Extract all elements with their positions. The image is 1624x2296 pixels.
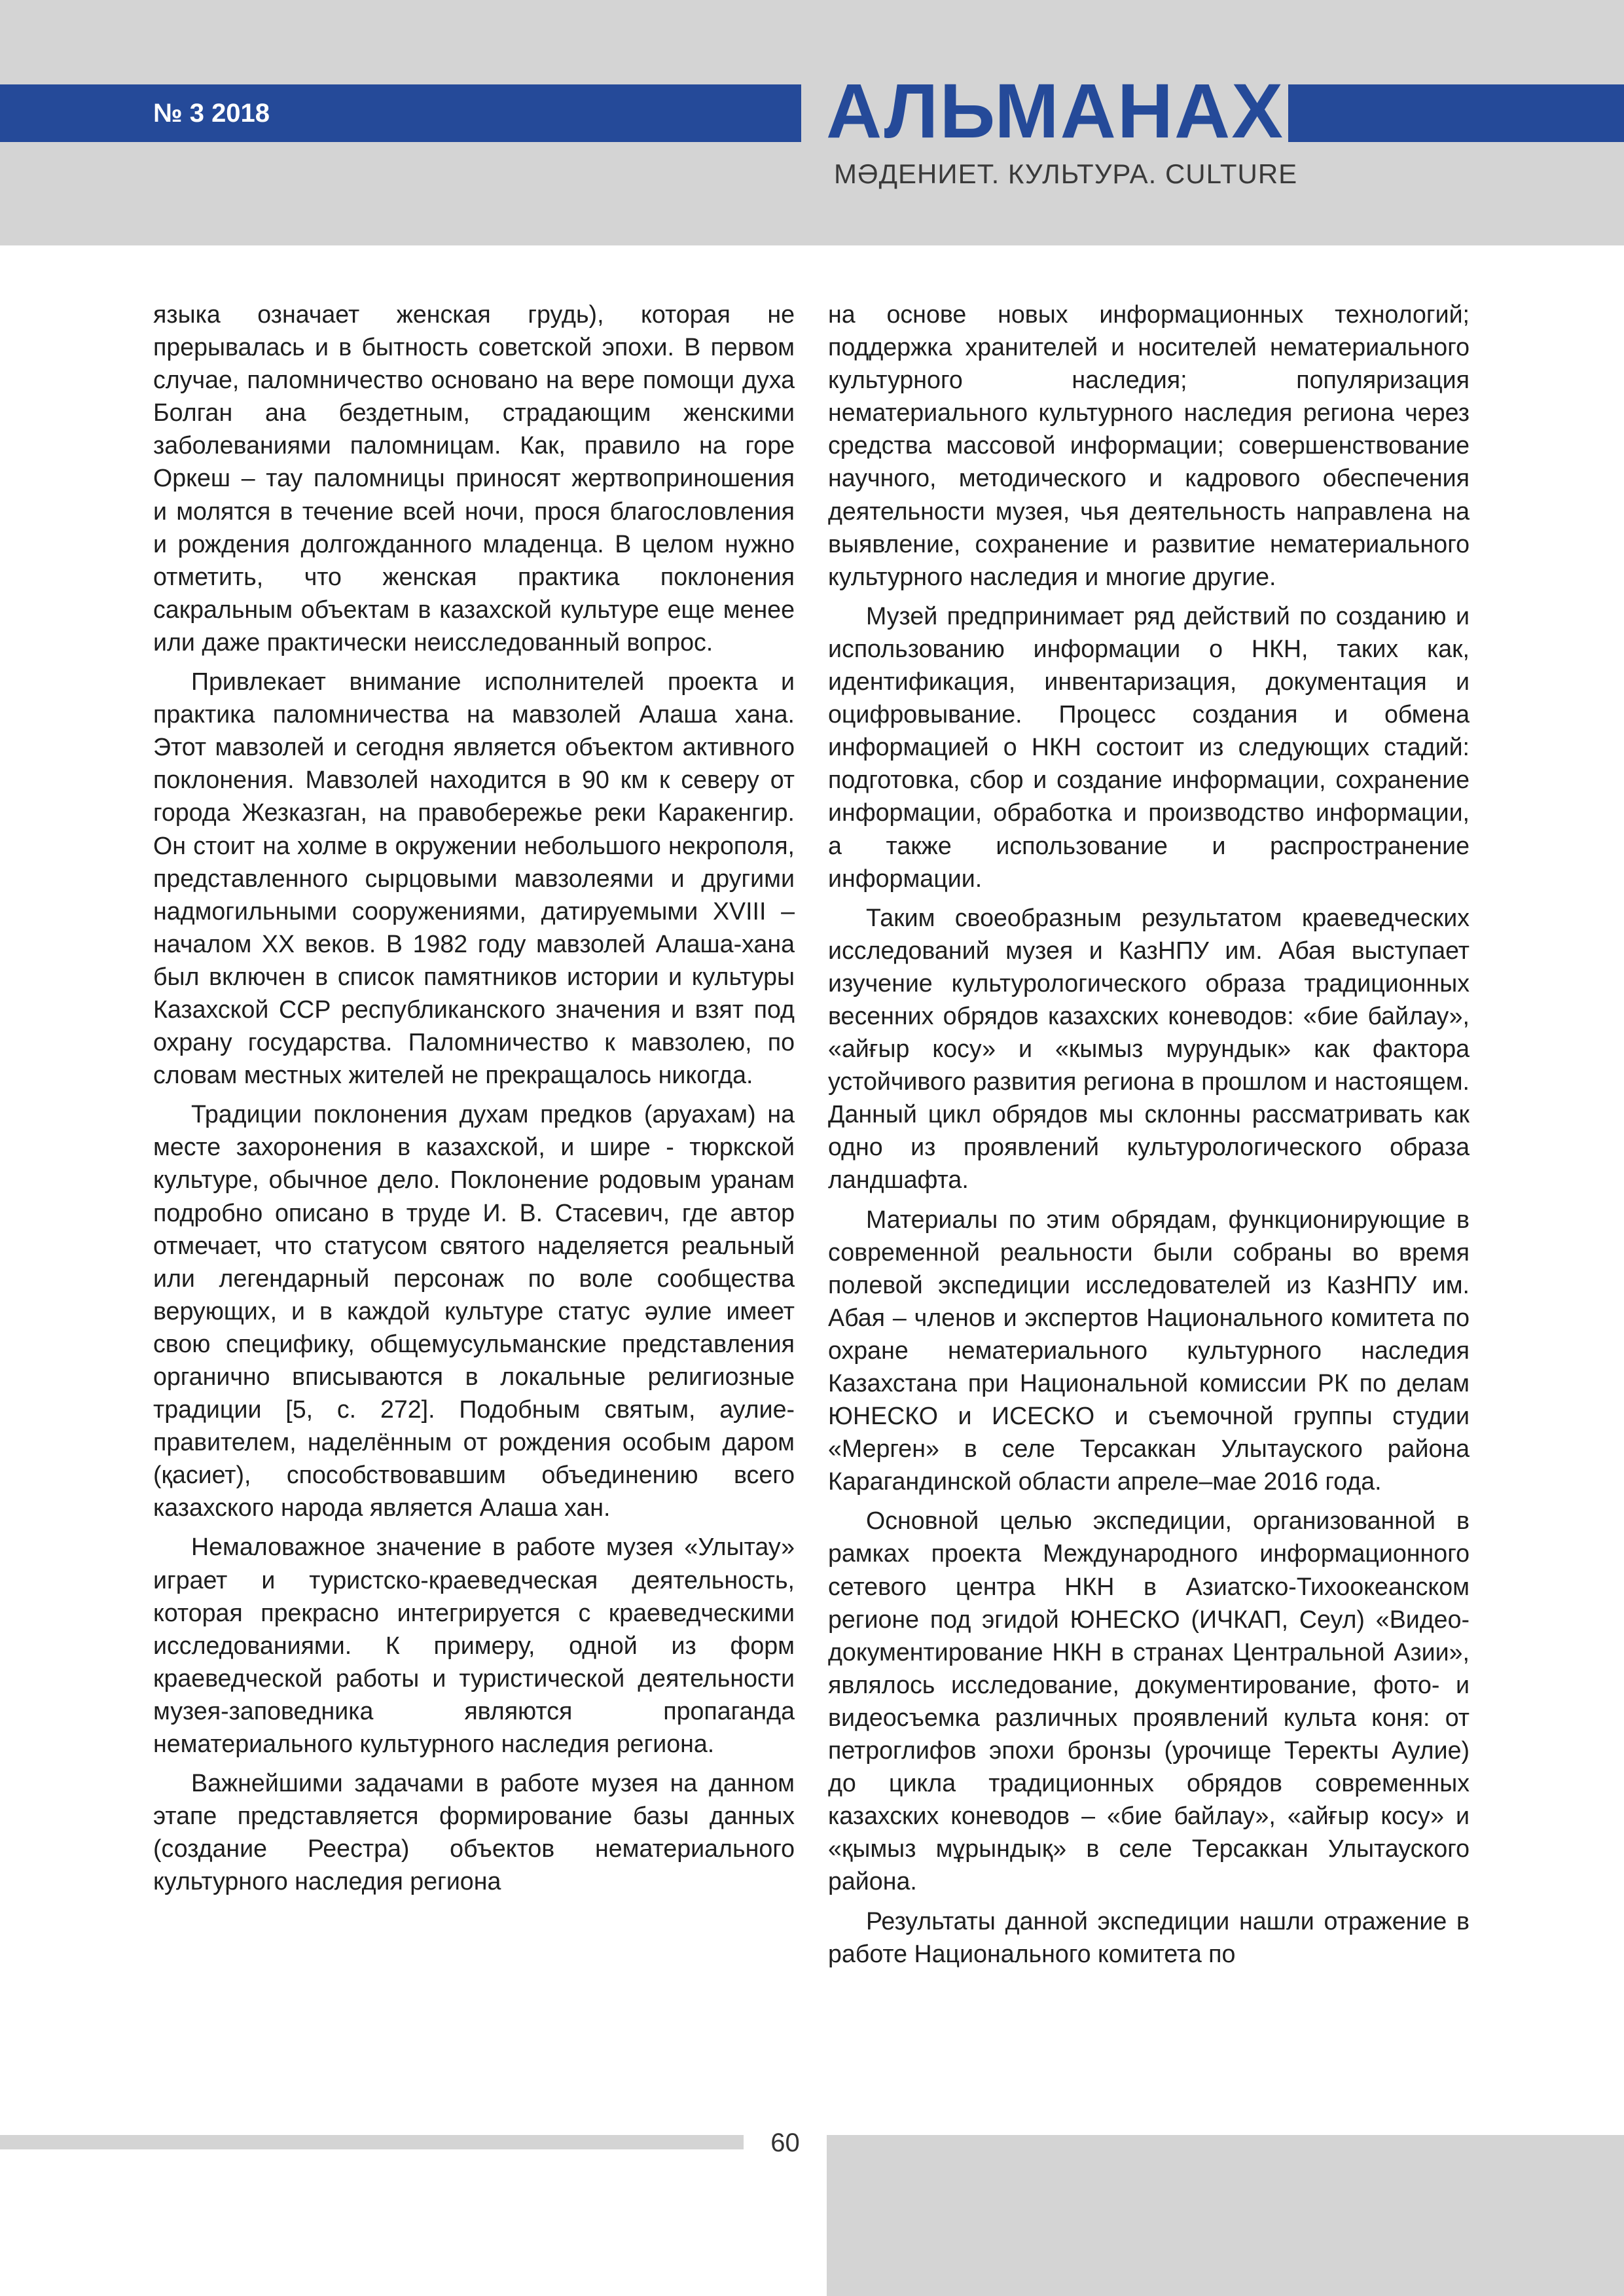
header-stripe-left <box>0 84 801 142</box>
paragraph: на основе новых информационных технологий; поддержка хранителей и носителей нематериального культурного наследия; популяризация нематериального культурного наследия региона через средства массовой информации; совершенствование научного, методического и кадрового обеспечения деятельности музея, чья деятельность направлена на выявление, сохранение и развитие нематериального культурного наследия и многие другие. <box>828 300 1470 590</box>
paragraph: Результаты данной экспедиции нашли отражение в работе Национального комитета по <box>828 1907 1470 1967</box>
footer-stripe-left <box>0 2135 744 2149</box>
paragraph: Таким своеобразным результатом краеведческих исследований музея и КазНПУ им. Абая выступает изучение культурологического образа традиционных весенних обрядов казахских коневодов: «бие байлау», «айғыр косу» и «кымыз мурундык» как фактора устойчивого развития региона в прошлом и настоящем. Данный цикл обрядов мы склонны рассматривать как одно из проявлений культурологического образа ландшафта. <box>828 903 1470 1194</box>
paragraph: Основной целью экспедиции, организованной в рамках проекта Международного информационного сетевого центра НКН в Азиатско-Тихоокеанском регионе под эгидой ЮНЕСКО (ИЧКАП, Сеул) «Видео-документирование НКН в странах Центральной Азии», являлось исследование, документирование, фото- и видеосъемка различных проявлений культа коня: от петроглифов эпохи бронзы (урочище Теректы Аулие) до цикла традиционных обрядов современных казахских коневодов – «бие байлау», «айғыр косу» и «қымыз мұрындық» в селе Терсаккан Улытауского района. <box>828 1507 1470 1895</box>
footer-block-right <box>827 2135 1624 2296</box>
paragraph: языка означает женская грудь), которая не прерывалась и в бытность советской эпохи. В первом случае, паломничество основано на вере помощи духа Болган ана бездетным, страдающим женскими заболеваниями паломницам. Как, правило на горе Оркеш – тау паломницы приносят жертвоприношения и молятся в течение всей ночи, прося благословления и рождения долгожданного младенца. В целом нужно отметить, что женская практика поклонения сакральным объектам в казахской культуре еще менее или даже практически неисследованный вопрос. <box>153 300 795 656</box>
header-stripe-right <box>1288 84 1624 142</box>
page-number: 60 <box>770 2128 800 2157</box>
left-column <box>153 298 795 1905</box>
paragraph: Немаловажное значение в работе музея «Улытау» играет и туристско-краеведческая деятельность, которая прекрасно интегрируется с краеведческими исследованиями. К примеру, одной из форм краеведческой работы и туристической деятельности музея-заповедника являются пропаганда нематериального культурного наследия региона. <box>153 1533 795 1758</box>
journal-title: АЛЬМАНАХ <box>826 68 1284 154</box>
right-column <box>828 298 1470 1977</box>
paragraph: Традиции поклонения духам предков (аруахам) на месте захоронения в казахской, и шире - тюркской культуре, обычное дело. Поклонение родовым уранам подробно описано в труде И. В. Стасевич, где автор отмечает, что статусом святого наделяется реальный или легендарный персонаж по воле сообщества верующих, и в каждой культуре статус әулие имеет свою специфику, общемусульманские представления органично вписываются в локальные религиозные традиции [5, с. 272]. Подобным святым, аулие-правителем, наделённым от рождения особым даром (қасиет), способствовавшим объединению всего казахского народа является Алаша хан. <box>153 1100 795 1522</box>
paragraph: Материалы по этим обрядам, функционирующие в современной реальности были собраны во время полевой экспедиции исследователей из КазНПУ им. Абая – членов и экспертов Национального комитета по охране нематериального культурного наследия Казахстана при Национальной комиссии РК по делам ЮНЕСКО и ИСЕСКО и съемочной группы студии «Мерген» в селе Терсаккан Улытауского района Карагандинской области апреле–мае 2016 года. <box>828 1205 1470 1496</box>
paragraph: Привлекает внимание исполнителей проекта и практика паломничества на мавзолей Алаша хана. Этот мавзолей и сегодня является объектом активного поклонения. Мавзолей находится в 90 км к северу от города Жезказган, на правобережье реки Каракенгир. Он стоит на холме в окружении небольшого некрополя, представленного сырцовыми мавзолеями и другими надмогильными сооружениями, датируемыми XVIII – началом XX веков. В 1982 году мавзолей Алаша-хана был включен в список памятников истории и культуры Казахской ССР республиканского значения и взят под охрану государства. Паломничество к мавзолею, по словам местных жителей не прекращалось никогда. <box>153 668 795 1089</box>
paragraph: Важнейшими задачами в работе музея на данном этапе представляется формирование базы данных (создание Реестра) объектов нематериального культурного наследия региона <box>153 1769 795 1895</box>
journal-subtitle: МӘДЕНИЕТ. КУЛЬТУРА. CULTURE <box>834 158 1298 189</box>
issue-number: № 3 2018 <box>153 99 270 128</box>
paragraph: Музей предпринимает ряд действий по созданию и использованию информации о НКН, таких как, идентификация, инвентаризация, документация и оцифровывание. Процесс создания и обмена информацией о НКН состоит из следующих стадий: подготовка, сбор и создание информации, сохранение информации, обработка и производство информации, а также использование и распространение информации. <box>828 601 1470 892</box>
